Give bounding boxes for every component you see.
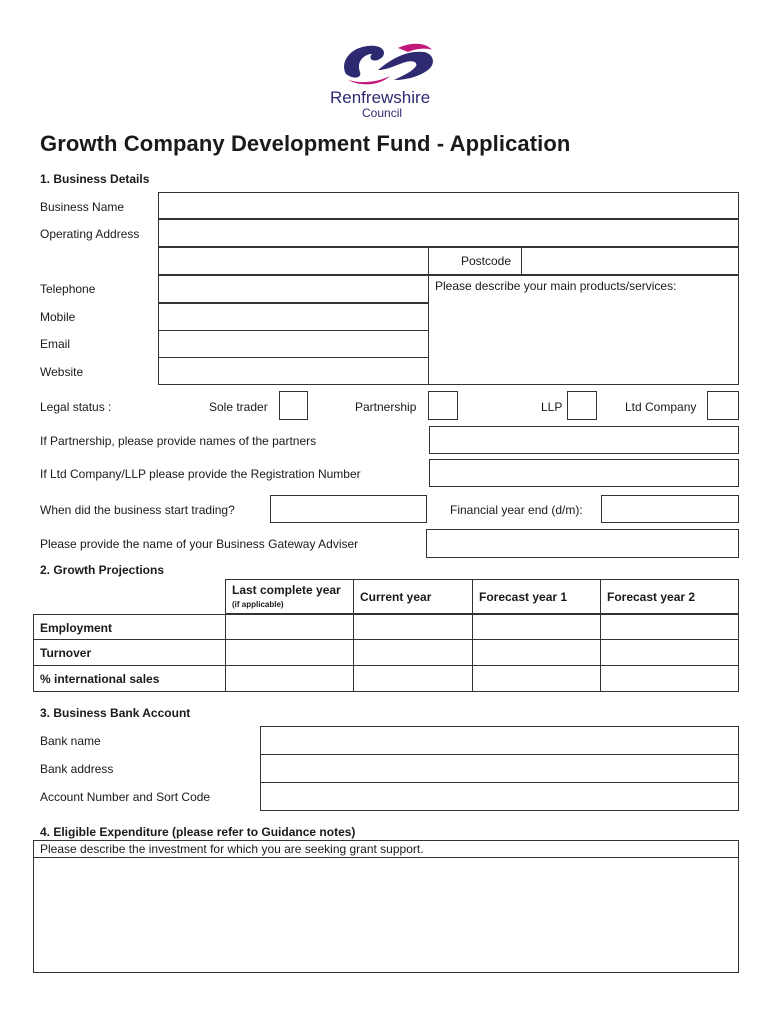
ltd-company-checkbox[interactable] bbox=[707, 391, 739, 420]
gateway-adviser-field[interactable] bbox=[426, 529, 739, 558]
postcode-label-cell bbox=[428, 247, 522, 275]
logo-text: Renfrewshire bbox=[330, 88, 431, 107]
sole-trader-label: Sole trader bbox=[209, 400, 268, 414]
registration-number-label: If Ltd Company/LLP please provide the Registration Number bbox=[40, 467, 361, 481]
partnership-label: Partnership bbox=[355, 400, 417, 414]
business-name-field[interactable] bbox=[158, 192, 739, 219]
section-heading-bank-account: 3. Business Bank Account bbox=[40, 706, 191, 720]
section-heading-eligible-expenditure: 4. Eligible Expenditure (please refer to Guidance notes) bbox=[40, 825, 356, 839]
partners-names-label: If Partnership, please provide names of the partners bbox=[40, 434, 317, 448]
employment-current-year-field[interactable] bbox=[353, 614, 473, 640]
operating-address-label: Operating Address bbox=[40, 227, 140, 241]
email-field[interactable] bbox=[158, 330, 429, 358]
telephone-label: Telephone bbox=[40, 282, 96, 296]
column-header-note: (if applicable) bbox=[232, 600, 284, 609]
mobile-label: Mobile bbox=[40, 310, 76, 324]
partners-names-field[interactable] bbox=[429, 426, 739, 454]
intl-sales-current-year-field[interactable] bbox=[353, 665, 473, 692]
column-header-current-year: Current year bbox=[353, 579, 473, 614]
page-title: Growth Company Development Fund - Application bbox=[40, 131, 571, 156]
account-sort-code-label: Account Number and Sort Code bbox=[40, 790, 211, 804]
registration-number-field[interactable] bbox=[429, 459, 739, 487]
expenditure-prompt: Please describe the investment for which you are seeking grant support. bbox=[40, 842, 424, 856]
council-logo-icon bbox=[338, 40, 438, 88]
products-services-field[interactable] bbox=[428, 275, 739, 385]
turnover-forecast-1-field[interactable] bbox=[472, 639, 601, 666]
turnover-forecast-2-field[interactable] bbox=[600, 639, 739, 666]
website-field[interactable] bbox=[158, 357, 429, 385]
financial-year-end-label: Financial year end (d/m): bbox=[450, 503, 583, 517]
intl-sales-forecast-1-field[interactable] bbox=[472, 665, 601, 692]
table-row-label: Turnover bbox=[33, 639, 226, 666]
mobile-field[interactable] bbox=[158, 303, 429, 331]
table-row-label: % international sales bbox=[33, 665, 226, 692]
website-label: Website bbox=[40, 365, 84, 379]
postcode-field[interactable] bbox=[521, 247, 739, 275]
expenditure-prompt-cell bbox=[33, 840, 739, 857]
employment-forecast-1-field[interactable] bbox=[472, 614, 601, 640]
operating-address-line2-field[interactable] bbox=[158, 247, 429, 275]
employment-last-year-field[interactable] bbox=[225, 614, 354, 640]
account-sort-code-field[interactable] bbox=[260, 782, 739, 811]
column-header-last-complete-year bbox=[225, 579, 354, 614]
financial-year-end-field[interactable] bbox=[601, 495, 739, 523]
column-header-forecast-year-1: Forecast year 1 bbox=[472, 579, 601, 614]
turnover-last-year-field[interactable] bbox=[225, 639, 354, 666]
start-trading-label: When did the business start trading? bbox=[40, 503, 235, 517]
start-trading-field[interactable] bbox=[270, 495, 427, 523]
postcode-label: Postcode bbox=[461, 254, 512, 268]
llp-checkbox[interactable] bbox=[567, 391, 597, 420]
column-header-label: Last complete year bbox=[232, 583, 341, 597]
bank-address-label: Bank address bbox=[40, 762, 114, 776]
legal-status-label: Legal status : bbox=[40, 400, 112, 414]
section-heading-growth-projections: 2. Growth Projections bbox=[40, 563, 165, 577]
intl-sales-forecast-2-field[interactable] bbox=[600, 665, 739, 692]
business-name-label: Business Name bbox=[40, 200, 125, 214]
bank-name-label: Bank name bbox=[40, 734, 101, 748]
products-services-label: Please describe your main products/services: bbox=[435, 279, 677, 293]
intl-sales-last-year-field[interactable] bbox=[225, 665, 354, 692]
expenditure-description-field[interactable] bbox=[33, 857, 739, 973]
email-label: Email bbox=[40, 337, 71, 351]
employment-forecast-2-field[interactable] bbox=[600, 614, 739, 640]
llp-label: LLP bbox=[541, 400, 563, 414]
table-row-label: Employment bbox=[33, 614, 226, 640]
sole-trader-checkbox[interactable] bbox=[279, 391, 308, 420]
partnership-checkbox[interactable] bbox=[428, 391, 458, 420]
logo-subtext: Council bbox=[362, 106, 403, 120]
gateway-adviser-label: Please provide the name of your Business Gateway Adviser bbox=[40, 537, 359, 551]
turnover-current-year-field[interactable] bbox=[353, 639, 473, 666]
operating-address-field[interactable] bbox=[158, 219, 739, 247]
ltd-company-label: Ltd Company bbox=[625, 400, 697, 414]
telephone-field[interactable] bbox=[158, 275, 429, 303]
bank-address-field[interactable] bbox=[260, 754, 739, 783]
column-header-forecast-year-2: Forecast year 2 bbox=[600, 579, 739, 614]
section-heading-business-details: 1. Business Details bbox=[40, 172, 150, 186]
bank-name-field[interactable] bbox=[260, 726, 739, 755]
